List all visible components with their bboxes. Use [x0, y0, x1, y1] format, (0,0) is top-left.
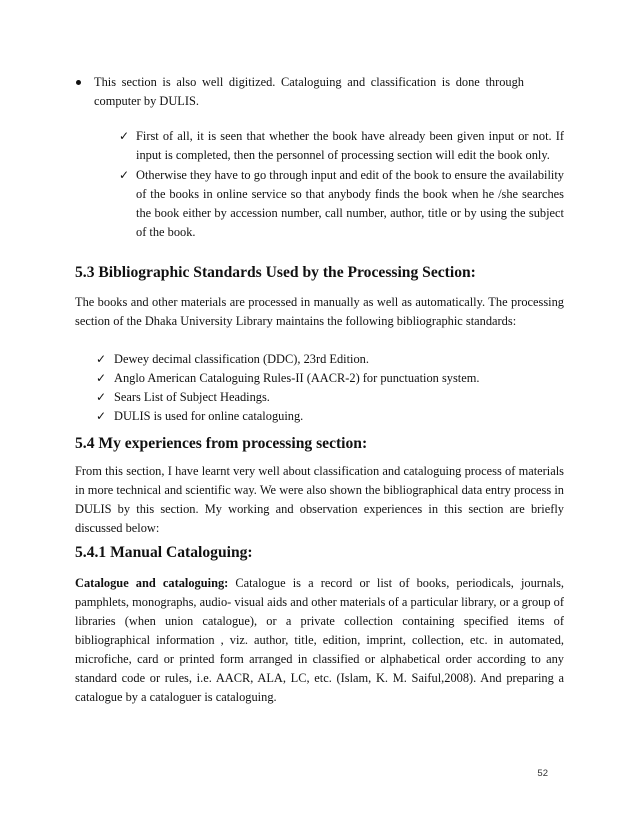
standards-item — [96, 388, 554, 407]
bullet-item — [94, 73, 524, 111]
checkmark-icon: ✓ — [119, 129, 130, 143]
paragraph-body: Catalogue is a record or list of books, periodicals, journals, pamphlets, monographs, audio- visual aids and other materials of a particular library, or a group of libraries (when union catalogue), or a private collection containing specified items of bibliographical information , viz. author, title, edition, imprint, collection, etc. in automated, microfiche, card or printed form arranged in classified or alphabetical order according to any standard code or rules, i.e. AACR, ALA, LC, etc. (Islam, K. M. Saiful,2008). And preparing a catalogue by a cataloguer is cataloguing. — [75, 576, 564, 704]
standards-item — [96, 407, 554, 426]
standards-item-text: Sears List of Subject Headings. — [114, 390, 270, 404]
standards-item-text: DULIS is used for online cataloguing. — [114, 409, 304, 423]
checkmark-icon: ✓ — [96, 409, 107, 423]
checkmark-icon: ✓ — [119, 168, 130, 182]
section-heading-5-4-1: 5.4.1 Manual Cataloguing: — [75, 544, 253, 561]
standards-item-text: Anglo American Cataloguing Rules-II (AACR-2) for punctuation system. — [114, 371, 480, 385]
standards-item — [96, 350, 554, 369]
check-item — [119, 166, 564, 242]
standards-item — [96, 369, 554, 388]
bullet-text: This section is also well digitized. Cataloguing and classification is done through computer by DULIS. — [94, 75, 524, 108]
page-number: 52 — [537, 768, 548, 779]
checkmark-icon: ✓ — [96, 390, 107, 404]
check-item-text: Otherwise they have to go through input and edit of the book to ensure the availability of the books in online service so that anybody finds the book when he /she searches the book either by accession number, call number, author, title or by using the subject of the book. — [136, 168, 564, 239]
bullet-dot-icon — [76, 80, 81, 85]
paragraph-lead-term: Catalogue and cataloguing: — [75, 576, 229, 590]
section-5-4-paragraph: From this section, I have learnt very well about classification and cataloguing process of materials in more technical and scientific way. We were also shown the bibliographical data entry process in DULIS by this section. My working and observation experiences in this section are briefly discussed below: — [75, 464, 564, 535]
checkmark-icon: ✓ — [96, 352, 107, 366]
check-item-text: First of all, it is seen that whether the book have already been given input or not. If input is completed, then the personnel of processing section will edit the book only. — [136, 129, 564, 162]
check-list — [119, 127, 564, 243]
section-5-3-paragraph: The books and other materials are processed in manually as well as automatically. The processing section of the Dhaka University Library maintains the following bibliographic standards: — [75, 295, 564, 328]
section-5-4-1-paragraph — [75, 574, 564, 707]
checkmark-icon: ✓ — [96, 371, 107, 385]
section-heading-5-4: 5.4 My experiences from processing section: — [75, 435, 368, 452]
check-item — [119, 127, 564, 165]
standards-item-text: Dewey decimal classification (DDC), 23rd Edition. — [114, 352, 369, 366]
section-heading-5-3: 5.3 Bibliographic Standards Used by the Processing Section: — [75, 264, 476, 281]
standards-list — [96, 350, 554, 426]
